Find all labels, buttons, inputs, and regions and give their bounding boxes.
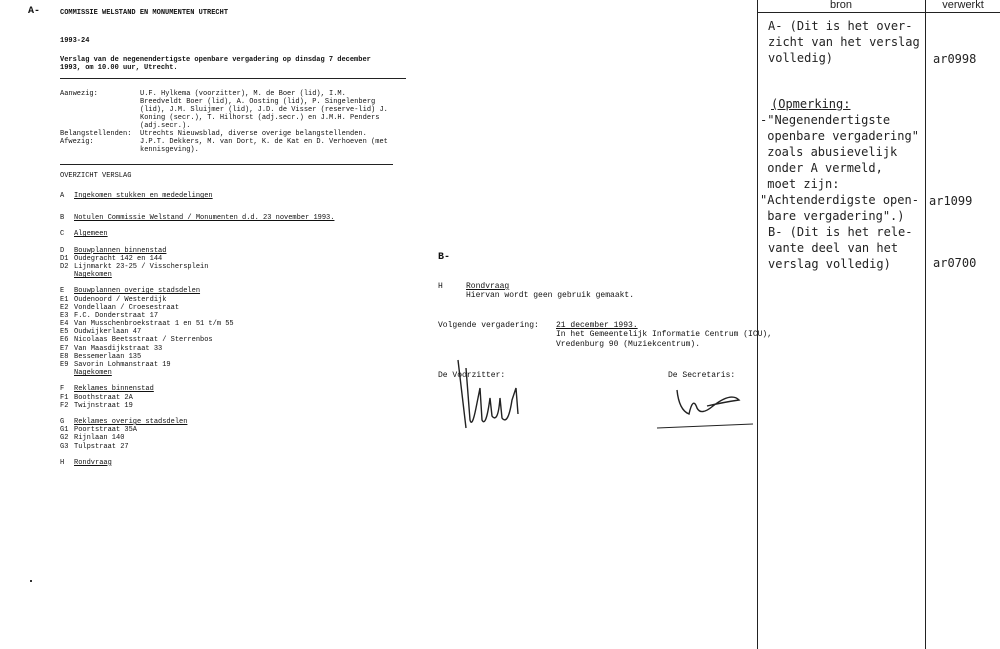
overview-code: D2 [60,262,69,271]
attendance-row [60,98,405,106]
overview-text: Algemeen [74,230,108,239]
overview-code: F [60,385,65,394]
attendance-label: Belangstellenden: [60,130,132,138]
attendance-text: Koning (secr.), T. Hilhorst (adj.secr.) en J.M.H. Penders [140,114,380,122]
attendance-row [60,130,405,138]
overview-code: E3 [60,311,69,320]
note-line: verslag volledig) [768,257,891,271]
overview-item [60,459,400,467]
note-line: moet zijn: [760,177,840,191]
note-line: bare vergadering".) [760,209,905,223]
overview-code: E5 [60,328,69,337]
overview-text: Rijnlaan 140 [74,434,125,443]
code-opmerking: ar1099 [929,194,973,208]
note-line: zicht van het verslag [768,35,920,49]
code-a: ar0998 [933,52,977,66]
overview-text: Savorin Lohmanstraat 19 [74,361,171,369]
overview-code: F2 [60,401,69,410]
overview-item [60,255,400,263]
speck [30,580,32,582]
rondvraag-title: Rondvraag [466,282,510,291]
overview-text: Rondvraag [74,458,112,467]
overview-text: Poortstraat 35A [74,426,138,435]
overview-code: E4 [60,320,69,329]
rondvraag-code: H [438,282,443,291]
overview-list [60,192,400,467]
overview-code: E2 [60,303,69,312]
doc-title-line-1: Verslag van de negenendertigste openbare vergadering op dinsdag 7 december [60,56,371,64]
chair-label: De Voorzitter: [438,371,506,380]
attendance-text: kennisgeving). [140,146,199,154]
overview-item [60,320,400,328]
overview-code: E [60,287,65,296]
note-line: "Achtenderdigste open- [760,193,919,207]
attendance-block [60,90,405,154]
overview-code: E9 [60,361,69,369]
attendance-label: Aanwezig: [60,90,98,98]
attendance-text: J.P.T. Dekkers, M. van Dort, K. de Kat en D. Verhoeven (met [140,138,388,146]
table-header-divider [757,12,1000,13]
overview-item [60,304,400,312]
overview-item [60,369,400,377]
attendance-row [60,90,405,98]
attendance-row [60,146,405,154]
overview-text: Oudegracht 142 en 144 [74,254,163,263]
overview-text: Oudenoord / Westerdijk [74,295,167,304]
overview-text: Reklames binnenstad [74,385,154,394]
note-line: zoals abusievelijk [760,145,898,159]
overview-item [60,263,400,271]
overview-item [60,296,400,304]
overview-item [60,353,400,361]
next-meeting-address: Vredenburg 90 (Muziekcentrum). [556,340,701,349]
attendance-row [60,122,405,130]
overview-item [60,287,400,295]
attendance-text: Breedveldt Boer (lid), A. Oosting (lid), P. Singelenberg [140,98,376,106]
overview-item [60,434,400,442]
opmerking-title: (Opmerking: [771,97,851,111]
overview-item [60,361,400,369]
chair-signature [450,358,535,438]
overview-code: G1 [60,426,69,435]
overview-item [60,247,400,255]
overview-text: Bessemerlaan 135 [74,352,142,361]
note-line: -"Negenendertigste [760,113,891,127]
overview-code: E1 [60,295,69,304]
attendance-divider [60,164,393,165]
overview-code: D [60,246,65,255]
overview-item [60,345,400,353]
overview-code: H [60,458,65,467]
overview-text: Lijnmarkt 23-25 / Visschersplein [74,262,209,271]
overview-code: G [60,417,65,426]
overview-text: F.C. Donderstraat 17 [74,311,159,320]
note-line: A- (Dit is het over- [768,19,913,33]
overview-item [60,402,400,410]
attendance-row [60,106,405,114]
header-verwerkt: verwerkt [942,0,984,11]
overview-text: Nagekomen [74,369,112,378]
note-b [768,224,913,272]
overview-text: Notulen Commissie Welstand / Monumenten d.d. 23 november 1993. [74,214,335,223]
attendance-text: (lid), J.M. Sluijmer (lid), J.D. de Visser (reserve-lid) J. [140,106,388,114]
overview-item [60,328,400,336]
overview-code: E6 [60,336,69,345]
next-meeting-date: 21 december 1993. [556,321,638,330]
attendance-text: (adj.secr.). [140,122,191,130]
overview-text: Reklames overige stadsdelen [74,417,188,426]
note-line: onder A vermeld, [760,161,883,175]
overview-code: D1 [60,254,69,263]
header-bron: bron [829,0,853,11]
overview-text: Bouwplannen binnenstad [74,246,167,255]
overview-text: Tulpstraat 27 [74,442,129,451]
overview-text: Bouwplannen overige stadsdelen [74,287,201,296]
overview-text: Vondellaan / Croesestraat [74,303,180,312]
note-a [768,18,920,66]
attendance-text: U.F. Hylkema (voorzitter), M. de Boer (lid), I.M. [140,90,346,98]
overview-code: F1 [60,393,69,402]
opmerking-note [760,112,919,224]
secretary-signature [655,378,755,436]
overview-code: G3 [60,442,69,451]
overview-item [60,426,400,434]
overview-text: Ingekomen stukken en mededelingen [74,192,213,200]
overview-code: B [60,214,65,223]
org-heading: COMMISSIE WELSTAND EN MONUMENTEN UTRECHT [60,9,229,17]
attendance-row [60,138,405,146]
note-line: openbare vergadering" [760,129,919,143]
overview-item [60,271,400,279]
note-line: volledig) [768,51,834,65]
overview-item [60,214,400,222]
attendance-text: Utrechts Nieuwsblad, diverse overige belangstellenden. [140,130,367,138]
overview-item [60,312,400,320]
marker-a: A- [28,6,41,17]
overview-text: Nagekomen [74,271,112,280]
attendance-row [60,114,405,122]
note-line: B- (Dit is het rele- [768,225,913,239]
doc-number: 1993-24 [60,37,90,45]
overview-text: Nicolaas Beetsstraat / Sterrenbos [74,336,213,345]
rondvraag-text: Hiervan wordt geen gebruik gemaakt. [466,291,635,300]
overview-item [60,394,400,402]
overview-title: OVERZICHT VERSLAG [60,172,132,180]
doc-title-line-2: 1993, om 10.00 uur, Utrecht. [60,64,178,72]
next-meeting-location: In het Gemeentelijk Informatie Centrum (ICU), [556,330,773,339]
table-column-divider [925,0,926,649]
overview-text: Van Musschenbroekstraat 1 en 51 t/m 55 [74,320,234,329]
title-divider [60,78,406,79]
note-line: vante deel van het [768,241,899,255]
overview-item [60,443,400,451]
overview-code: C [60,230,65,239]
overview-text: Twijnstraat 19 [74,401,133,410]
overview-code: E7 [60,344,69,353]
overview-text: Oudwijkerlaan 47 [74,328,142,337]
overview-code: A [60,192,65,200]
overview-item [60,336,400,344]
overview-item [60,385,400,393]
overview-item [60,230,400,238]
table-left-border [757,0,758,649]
attendance-label: Afwezig: [60,138,94,146]
overview-item [60,418,400,426]
secretary-label: De Secretaris: [668,371,736,380]
code-b: ar0700 [933,256,977,270]
overview-item [60,192,400,200]
next-meeting-label: Volgende vergadering: [438,321,539,330]
overview-code: G2 [60,434,69,443]
overview-text: Van Maasdijkstraat 33 [74,344,163,353]
marker-b: B- [438,252,451,263]
overview-code: E8 [60,352,69,361]
overview-text: Boothstraat 2A [74,393,133,402]
